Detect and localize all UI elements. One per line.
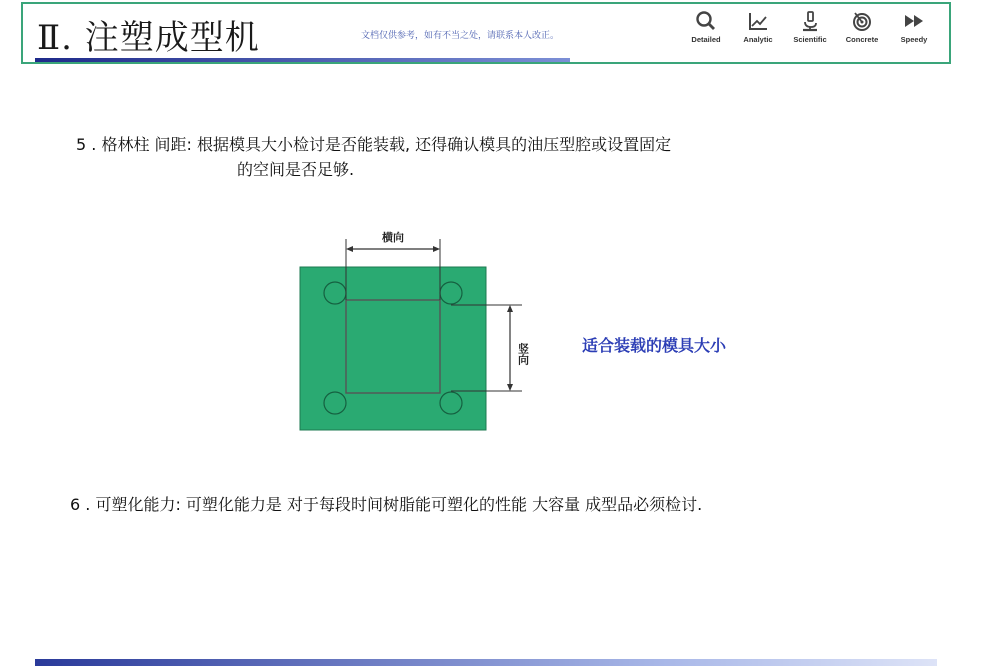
nav-label-detailed: Detailed xyxy=(691,35,721,44)
nav-label-concrete: Concrete xyxy=(845,35,879,44)
magnifier-icon xyxy=(695,10,717,32)
nav-detailed[interactable] xyxy=(685,10,727,44)
nav-concrete[interactable] xyxy=(841,10,883,44)
nav-scientific[interactable] xyxy=(789,10,831,44)
item5-text-line1: 5 . 格林柱 间距: 根据模具大小检讨是否能装载, 还得确认模具的油压型腔或设置固定 xyxy=(76,135,672,154)
item5-text-line2: 的空间是否足够. xyxy=(237,160,355,179)
target-icon xyxy=(851,10,873,32)
microscope-icon xyxy=(799,10,821,32)
line-chart-icon xyxy=(747,10,769,32)
nav-label-scientific: Scientific xyxy=(793,35,827,44)
nav-label-analytic: Analytic xyxy=(743,35,773,44)
nav-label-speedy: Speedy xyxy=(900,35,928,44)
item6-text: 6 . 可塑化能力: 可塑化能力是 对于每段时间树脂能可塑化的性能 大容量 成型品必须检讨. xyxy=(70,495,703,514)
tie-bar-spacing-diagram xyxy=(290,225,550,440)
vertical-label: 竖向 xyxy=(516,343,530,365)
platen-plate xyxy=(300,267,486,430)
disclaimer-notice: 文档仅供参考，如有不当之处，请联系本人改正。 xyxy=(361,31,560,41)
page-title: Ⅱ. 注塑成型机 xyxy=(37,18,260,58)
fast-forward-icon xyxy=(903,10,925,32)
nav-icons xyxy=(685,10,935,44)
header-underline xyxy=(35,58,570,62)
header-frame xyxy=(21,2,951,64)
horizontal-label: 横向 xyxy=(382,231,404,244)
fit-mold-caption: 适合装载的模具大小 xyxy=(582,336,727,355)
footer-bar xyxy=(35,659,937,666)
nav-analytic[interactable] xyxy=(737,10,779,44)
nav-speedy[interactable] xyxy=(893,10,935,44)
